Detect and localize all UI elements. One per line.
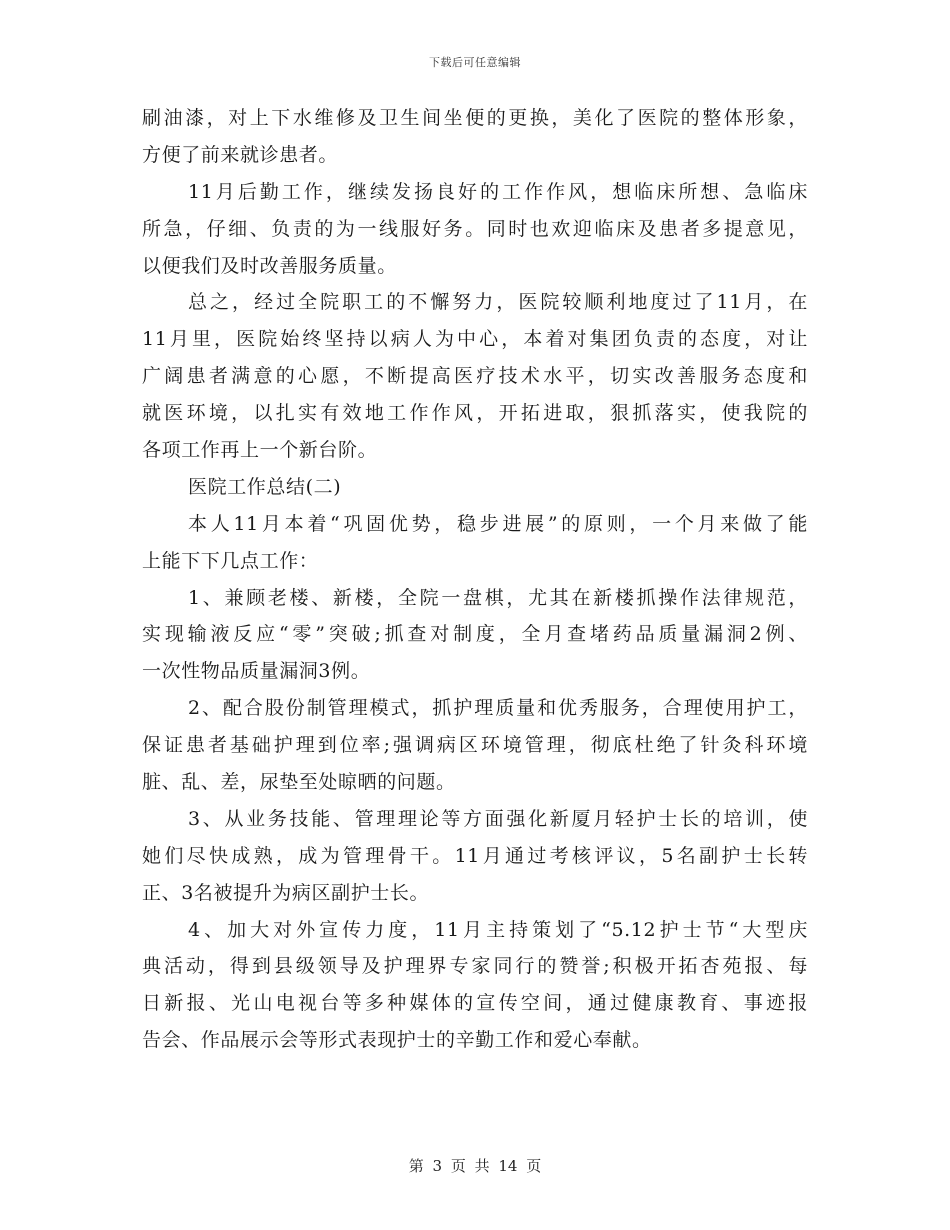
text-line: 脏、乱、差，尿垫至处晾晒的问题。 [142,771,456,794]
text-line: 典活动，得到县级领导及护理界专家同行的赞誉;积极开拓杏苑报、每 [142,955,808,978]
text-line: 刷油漆，对上下水维修及卫生间坐便的更换，美化了医院的整体形象， [142,107,808,129]
paragraph-start: 本人11月本着“巩固优势，稳步进展”的原则，一个月来做了能 [188,512,808,535]
text-line: 一次性物品质量漏洞3例。 [142,660,371,683]
list-item-4: 4、加大对外宣传力度，11月主持策划了“5.12护士节“大型庆 [188,918,808,941]
text-line: 日新报、光山电视台等多种媒体的宣传空间，通过健康教育、事迹报 [142,992,808,1015]
text-line: 她们尽快成熟，成为管理骨干。11月通过考核评议，5名副护士长转 [142,844,808,867]
text-line: 方便了前来就诊患者。 [142,143,339,166]
list-item-1: 1、兼顾老楼、新楼，全院一盘棋，尤其在新楼抓操作法律规范， [188,586,808,609]
text-line: 保证患者基础护理到位率;强调病区环境管理，彻底杜绝了针灸科环境 [142,734,808,757]
text-line: 所急，仔细、负责的为一线服好务。同时也欢迎临床及患者多提意见， [142,217,808,240]
text-line: 各项工作再上一个新台阶。 [142,439,378,462]
text-line: 以便我们及时改善服务质量。 [142,254,397,277]
text-line: 广阔患者满意的心愿，不断提高医疗技术水平，切实改善服务态度和 [142,365,808,388]
page-header: 下载后可任意编辑 [429,56,521,69]
text-line: 上能下下几点工作： [142,549,319,572]
text-line: 就医环境，以扎实有效地工作作风，开拓进取，狠抓落实，使我院的 [142,402,808,425]
paragraph-start: 11月后勤工作，继续发扬良好的工作作风，想临床所想、急临床 [188,180,808,203]
text-line: 正、3名被提升为病区副护士长。 [142,881,430,904]
paragraph-start: 总之，经过全院职工的不懈努力，医院较顺利地度过了11月，在 [188,291,808,314]
document-body [142,100,808,1059]
list-item-2: 2、配合股份制管理模式，抓护理质量和优秀服务，合理使用护工， [188,697,808,720]
text-line: 11月里，医院始终坚持以病人为中心，本着对集团负责的态度，对让 [142,328,808,351]
list-item-3: 3、从业务技能、管理理论等方面强化新厦月轻护士长的培训，使 [188,807,808,830]
text-line: 实现输液反应“零”突破;抓查对制度，全月查堵药品质量漏洞2例、 [142,623,808,646]
text-line: 告会、作品展示会等形式表现护士的辛勤工作和爱心奉献。 [142,1029,652,1052]
page-footer: 第 3 页 共 14 页 [408,1157,542,1175]
section-heading: 医院工作总结(二) [188,475,342,498]
